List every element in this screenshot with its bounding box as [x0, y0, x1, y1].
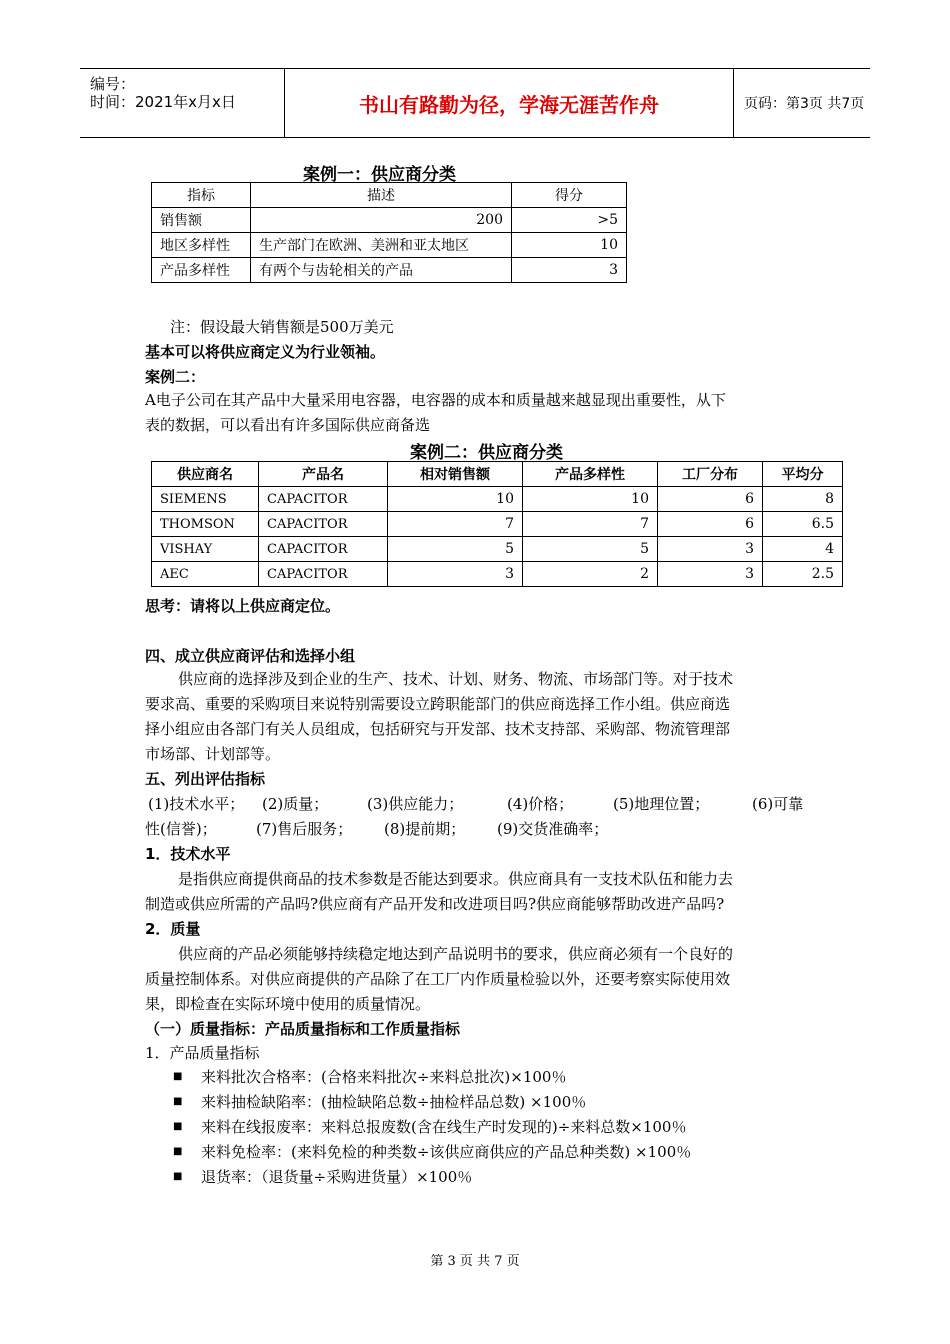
quality-subitem: 1．产品质量指标: [145, 1044, 260, 1062]
bullet-text: 来料在线报废率：来料总报废数(含在线生产时发现的)÷来料总数×100％: [201, 1118, 687, 1136]
quality-line: 质量控制体系。对供应商提供的产品除了在工厂内作质量检验以外，还要考察实际使用效: [145, 970, 731, 988]
criteria-item: (6)可靠: [752, 795, 804, 813]
criteria-item: (4)价格；: [507, 795, 574, 813]
case2-table: [151, 461, 843, 587]
criteria-item: (1)技术水平；: [148, 795, 245, 813]
case1-title: 案例一：供应商分类: [303, 165, 456, 185]
table-header-row: [152, 183, 627, 208]
table-cell: CAPACITOR: [259, 537, 388, 562]
table-cell: 2: [523, 562, 658, 587]
table-cell: 生产部门在欧洲、美洲和亚太地区: [251, 233, 512, 258]
table-row: [152, 512, 843, 537]
bullet-icon: ■: [173, 1121, 183, 1132]
case2-think: 思考：请将以上供应商定位。: [145, 597, 341, 615]
table-cell: CAPACITOR: [259, 487, 388, 512]
table-row: [152, 562, 843, 587]
criteria-item: (5)地理位置；: [613, 795, 710, 813]
header-meta: [80, 69, 285, 137]
quality-subtitle: （一）质量指标：产品质量指标和工作质量指标: [145, 1020, 461, 1038]
table-cell: CAPACITOR: [259, 512, 388, 537]
bullet-icon: ■: [173, 1071, 183, 1082]
table-cell: 销售额: [152, 208, 251, 233]
case1-table: [151, 182, 627, 283]
table-header-cell: 指标: [152, 183, 251, 208]
table-row: [152, 487, 843, 512]
section4-line: 市场部、计划部等。: [145, 745, 281, 763]
case1-note: 注：假设最大销售额是500万美元: [170, 318, 394, 336]
quality-title: 2．质量: [145, 920, 201, 938]
table-cell: SIEMENS: [152, 487, 259, 512]
table-cell: 8: [763, 487, 843, 512]
table-cell: 4: [763, 537, 843, 562]
table-cell: 5: [388, 537, 523, 562]
bullet-icon: ■: [173, 1146, 183, 1157]
header-page-label: 页码：第3页 共7页: [744, 96, 865, 112]
quality-line: 供应商的产品必须能够持续稳定地达到产品说明书的要求，供应商必须有一个良好的: [178, 945, 734, 963]
table-row: [152, 208, 627, 233]
criteria-item: (7)售后服务；: [256, 820, 353, 838]
case1-conclusion: 基本可以将供应商定义为行业领袖。: [145, 343, 386, 361]
tech-line: 是指供应商提供商品的技术参数是否能达到要求。供应商具有一支技术队伍和能力去: [178, 870, 734, 888]
table-header-cell: 产品多样性: [523, 462, 658, 487]
table-cell: 6: [658, 487, 763, 512]
page-header: [80, 68, 870, 138]
section4-line: 要求高、重要的采购项目来说特别需要设立跨职能部门的供应商选择工作小组。供应商选: [145, 695, 731, 713]
table-header-cell: 相对销售额: [388, 462, 523, 487]
bullet-text: 来料免检率：(来料免检的种类数÷该供应商供应的产品总种类数) ×100％: [201, 1143, 692, 1161]
table-cell: VISHAY: [152, 537, 259, 562]
case2-heading: 案例二：: [145, 368, 206, 386]
case2-title: 案例二：供应商分类: [410, 443, 563, 463]
section4-title: 四、成立供应商评估和选择小组: [145, 647, 356, 665]
bullet-text: 来料抽检缺陷率：(抽检缺陷总数÷抽检样品总数) ×100％: [201, 1093, 587, 1111]
criteria-item: (8)提前期；: [384, 820, 466, 838]
table-cell: 6.5: [763, 512, 843, 537]
table-cell: 10: [512, 233, 627, 258]
section5-title: 五、列出评估指标: [145, 770, 266, 788]
bullet-text: 退货率：（退货量÷采购进货量）×100％: [201, 1168, 473, 1186]
table-cell: 6: [658, 512, 763, 537]
bullet-icon: ■: [173, 1171, 183, 1182]
quality-line: 果，即检查在实际环境中使用的质量情况。: [145, 995, 431, 1013]
tech-title: 1．技术水平: [145, 845, 231, 863]
table-cell: 3: [512, 258, 627, 283]
table-cell: 3: [658, 537, 763, 562]
table-cell: AEC: [152, 562, 259, 587]
criteria-item: (3)供应能力；: [367, 795, 464, 813]
table-row: [152, 258, 627, 283]
section4-line: 供应商的选择涉及到企业的生产、技术、计划、财务、物流、市场部门等。对于技术: [178, 670, 734, 688]
table-cell: THOMSON: [152, 512, 259, 537]
bullet-icon: ■: [173, 1096, 183, 1107]
table-row: [152, 537, 843, 562]
header-motto: 书山有路勤为径，学海无涯苦作舟: [285, 69, 734, 137]
section4-line: 择小组应由各部门有关人员组成，包括研究与开发部、技术支持部、采购部、物流管理部: [145, 720, 731, 738]
criteria-item: (9)交货准确率；: [497, 820, 609, 838]
table-cell: 10: [388, 487, 523, 512]
criteria-item: (2)质量；: [262, 795, 329, 813]
table-cell: >5: [512, 208, 627, 233]
table-cell: 10: [523, 487, 658, 512]
table-cell: 7: [523, 512, 658, 537]
table-cell: 3: [388, 562, 523, 587]
tech-line: 制造或供应所需的产品吗?供应商有产品开发和改进项目吗?供应商能够帮助改进产品吗?: [145, 895, 725, 913]
case2-intro-1: A电子公司在其产品中大量采用电容器，电容器的成本和质量越来越显现出重要性，从下: [145, 391, 726, 409]
table-cell: 200: [251, 208, 512, 233]
table-header-cell: 工厂分布: [658, 462, 763, 487]
table-header-cell: 描述: [251, 183, 512, 208]
number-label: 编号：: [90, 75, 136, 93]
table-header-cell: 产品名: [259, 462, 388, 487]
table-header-row: [152, 462, 843, 487]
table-cell: 3: [658, 562, 763, 587]
table-cell: 2.5: [763, 562, 843, 587]
table-header-cell: 得分: [512, 183, 627, 208]
table-header-cell: 供应商名: [152, 462, 259, 487]
page-footer: 第 3 页 共 7 页: [430, 1254, 520, 1269]
table-row: [152, 233, 627, 258]
table-cell: 有两个与齿轮相关的产品: [251, 258, 512, 283]
criteria-item: 性(信誉)；: [145, 820, 217, 838]
table-header-cell: 平均分: [763, 462, 843, 487]
table-cell: 5: [523, 537, 658, 562]
table-cell: 产品多样性: [152, 258, 251, 283]
time-label: 时间：2021年x月x日: [90, 93, 236, 111]
table-cell: CAPACITOR: [259, 562, 388, 587]
bullet-text: 来料批次合格率：(合格来料批次÷来料总批次)×100％: [201, 1068, 567, 1086]
case2-intro-2: 表的数据，可以看出有许多国际供应商备选: [145, 416, 431, 434]
table-cell: 7: [388, 512, 523, 537]
table-cell: 地区多样性: [152, 233, 251, 258]
